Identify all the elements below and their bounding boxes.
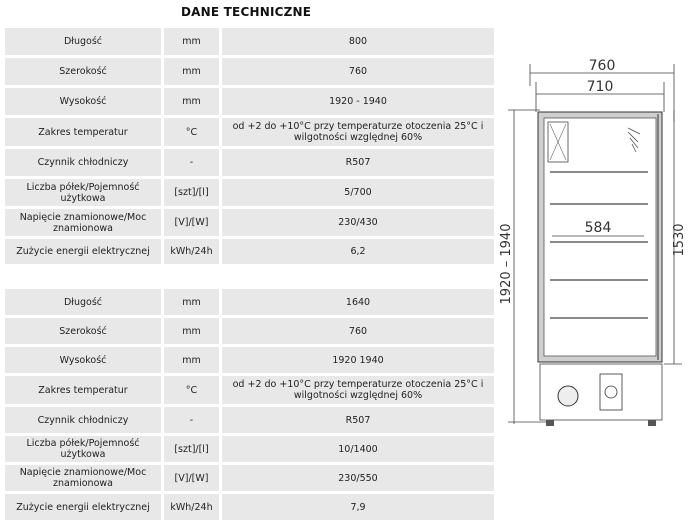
table-row bbox=[5, 376, 494, 404]
page-title: DANE TECHNICZNE bbox=[181, 5, 312, 19]
row-value: 230/550 bbox=[222, 465, 494, 491]
row-unit: kWh/24h bbox=[164, 239, 222, 264]
table-row bbox=[5, 209, 494, 236]
row-unit: °C bbox=[164, 118, 222, 146]
row-unit: [szt]/[l] bbox=[164, 179, 222, 206]
row-unit: mm bbox=[164, 88, 222, 115]
table-row bbox=[5, 289, 494, 315]
spec-table-2 bbox=[5, 286, 494, 523]
foot bbox=[546, 420, 554, 426]
row-label: Czynnik chłodniczy bbox=[5, 149, 164, 176]
row-unit: °C bbox=[164, 376, 222, 404]
row-value: R507 bbox=[222, 407, 494, 433]
table-row bbox=[5, 88, 494, 115]
table-row bbox=[5, 118, 494, 146]
spec-table-1 bbox=[5, 25, 494, 267]
row-label: Zużycie energii elektrycznej bbox=[5, 494, 164, 520]
row-unit: - bbox=[164, 407, 222, 433]
row-label: Zakres temperatur bbox=[5, 118, 164, 146]
row-value: 1920 1940 bbox=[222, 347, 494, 373]
row-label: Napięcie znamionowe/Moc znamionowa bbox=[5, 209, 164, 236]
row-label: Liczba półek/Pojemność użytkowa bbox=[5, 179, 164, 206]
table-row bbox=[5, 58, 494, 85]
row-unit: mm bbox=[164, 318, 222, 344]
row-label: Szerokość bbox=[5, 58, 164, 85]
row-unit: mm bbox=[164, 28, 222, 55]
table-row bbox=[5, 407, 494, 433]
dim-width-outer: 760 bbox=[588, 58, 616, 74]
row-unit: mm bbox=[164, 58, 222, 85]
row-unit: mm bbox=[164, 347, 222, 373]
row-value: od +2 do +10°C przy temperaturze otoczenia 25°C i wilgotności względnej 60% bbox=[222, 376, 494, 404]
dim-height-total: 1920 – 1940 bbox=[499, 223, 514, 305]
row-unit: - bbox=[164, 149, 222, 176]
row-unit: mm bbox=[164, 289, 222, 315]
dim-width-inner: 710 bbox=[586, 79, 614, 95]
cabinet-technical-drawing bbox=[488, 52, 688, 432]
table-row bbox=[5, 465, 494, 491]
row-unit: kWh/24h bbox=[164, 494, 222, 520]
row-label: Zużycie energii elektrycznej bbox=[5, 239, 164, 264]
table-row bbox=[5, 149, 494, 176]
table-row bbox=[5, 28, 494, 55]
compressor bbox=[558, 386, 578, 406]
row-label: Czynnik chłodniczy bbox=[5, 407, 164, 433]
row-value: 1920 - 1940 bbox=[222, 88, 494, 115]
table-row bbox=[5, 436, 494, 462]
row-label: Zakres temperatur bbox=[5, 376, 164, 404]
row-unit: [szt]/[l] bbox=[164, 436, 222, 462]
table-row bbox=[5, 318, 494, 344]
row-value: 6,2 bbox=[222, 239, 494, 264]
row-value: R507 bbox=[222, 149, 494, 176]
table-row bbox=[5, 347, 494, 373]
dim-shelf: 584 bbox=[584, 220, 612, 236]
row-label: Napięcie znamionowe/Moc znamionowa bbox=[5, 465, 164, 491]
row-value: 760 bbox=[222, 318, 494, 344]
table-row bbox=[5, 179, 494, 206]
row-value: 800 bbox=[222, 28, 494, 55]
row-label: Szerokość bbox=[5, 318, 164, 344]
row-value: 1640 bbox=[222, 289, 494, 315]
condenser bbox=[600, 374, 622, 410]
dim-height-body: 1530 bbox=[672, 223, 687, 257]
table-row bbox=[5, 239, 494, 264]
row-unit: [V]/[W] bbox=[164, 209, 222, 236]
foot bbox=[648, 420, 656, 426]
row-value: 760 bbox=[222, 58, 494, 85]
row-label: Liczba półek/Pojemność użytkowa bbox=[5, 436, 164, 462]
row-label: Wysokość bbox=[5, 88, 164, 115]
row-value: 230/430 bbox=[222, 209, 494, 236]
row-value: od +2 do +10°C przy temperaturze otoczenia 25°C i wilgotności względnej 60% bbox=[222, 118, 494, 146]
row-value: 10/1400 bbox=[222, 436, 494, 462]
row-label: Długość bbox=[5, 28, 164, 55]
table-row bbox=[5, 494, 494, 520]
row-label: Długość bbox=[5, 289, 164, 315]
row-value: 7,9 bbox=[222, 494, 494, 520]
row-label: Wysokość bbox=[5, 347, 164, 373]
row-value: 5/700 bbox=[222, 179, 494, 206]
row-unit: [V]/[W] bbox=[164, 465, 222, 491]
